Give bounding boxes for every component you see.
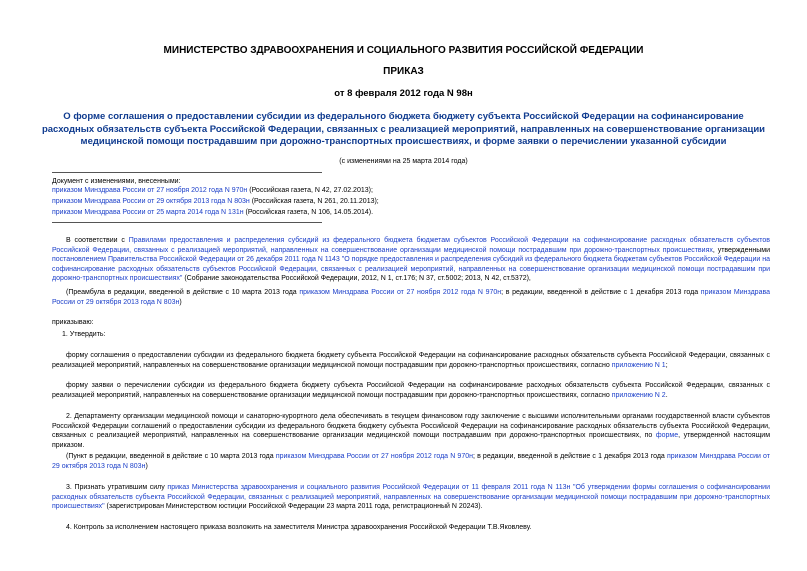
repealed-order-link[interactable]: приказ Министерства здравоохранения и социального развития Российской Федерации от 11 февраля 2011 года N 113н "Об утверждении формы соглашения о софинансировании расходных обязательств субъекта Российской Федерации, связанных с реализацией мероприятий, направленных на совершенствование организации медицинской помощи пострадавшим при дорожно-транспортных происшествиях" bbox=[52, 484, 770, 511]
document-title: О форме соглашения о предоставлении субсидии из федерального бюджета бюджету субъекта Российской Федерации на софинансирование расходных обязательств субъекта Российской Федерации, связанных с реализацией мероприятий, направленных на совершенствование организации медицинской помощи пострадавшим при дорожно-транспортных происшествиях, и форме заявки о перечислении указанной субсидии bbox=[41, 111, 766, 147]
order-970n-link[interactable]: приказом Минздрава России от 27 ноября 2012 года N 970н bbox=[299, 289, 502, 296]
change-item bbox=[52, 186, 373, 196]
preamble-edit-note bbox=[52, 288, 770, 307]
item-text: (зарегистрирован Министерством юстиции Российской Федерации 23 марта 2011 года, регистрационный N 20243). bbox=[104, 503, 483, 511]
rules-link[interactable]: Правилами предоставления и распределения субсидий из федерального бюджета бюджетам субъектов Российской Федерации на софинансирование расходных обязательств субъектов Российской Федерации, связанных с реализацией мероприятий, направленных на совершенствование организации медицинской помощи пострадавшим при дорожно-транспортных происшествиях bbox=[52, 237, 771, 254]
order-803n-link[interactable]: приказом Минздрава России от 29 октября 2013 года N 803н bbox=[52, 289, 770, 306]
note-text: ) bbox=[179, 298, 182, 306]
form-text: форму заявки о перечислении субсидии из федерального бюджета бюджету субъекта Российской Федерации на софинансирование расходных обязательств субъекта Российской Федерации, связанных с реализацией мероприятий, направленных на совершенствование организации медицинской помощи пострадавшим при дорожно-транспортных происшествиях, согласно bbox=[52, 382, 770, 399]
change-link-803n[interactable]: приказом Минздрава России от 29 октября 2013 года N 803н bbox=[52, 198, 250, 205]
preamble-text: В соответствии с bbox=[66, 237, 129, 244]
form-text: . bbox=[665, 391, 668, 399]
item-2-paragraph bbox=[52, 412, 770, 450]
note-text: ) bbox=[145, 462, 148, 470]
changes-intro: Документ с изменениями, внесенными: bbox=[52, 178, 181, 185]
order-verb: приказываю: bbox=[52, 319, 94, 326]
item-4-paragraph: 4. Контроль за исполнением настоящего приказа возложить на заместителя Министра здравоохранения Российской Федерации Т.В.Яковлеву. bbox=[66, 524, 532, 531]
amendments-note: (с изменениями на 25 марта 2014 года) bbox=[339, 158, 468, 165]
change-item bbox=[52, 197, 379, 207]
divider-top bbox=[52, 172, 322, 173]
item-text: 2. Департаменту организации медицинской помощи и санаторно-курортного дела обеспечивать в текущем финансовом году заключение с высшими исполнительными органами государственной власти субъектов Российской Федерации соглашений о предоставлении субсидии из федерального бюджета бюджету субъекта Российской Федерации на софинансирование расходных обязательств субъекта Российской Федерации, связанных с реализацией мероприятий, направленных на совершенствование организации медицинской помощи пострадавшим при дорожно-транспортных происшествиях, по bbox=[52, 413, 770, 440]
change-source: (Российская газета, N 261, 20.11.2013); bbox=[249, 198, 379, 205]
note-text: (Пункт в редакции, введенной в действие с 10 марта 2013 года bbox=[66, 453, 276, 460]
change-link-970n[interactable]: приказом Минздрава России от 27 ноября 2012 года N 970н bbox=[52, 187, 248, 194]
government-resolution-link[interactable]: постановлением Правительства Российской Федерации от 26 декабря 2011 года N 1143 "О порядке предоставления и распределения субсидий из федерального бюджета бюджетам субъектов Российской Федерации на софинансирование расходных обязательств субъектов Российской Федерации, связанных с реализацией мероприятий, направленных на совершенствование организации медицинской помощи пострадавшим при дорожно-транспортных происшествиях" bbox=[52, 256, 770, 283]
change-source: (Российская газета, N 42, 27.02.2013); bbox=[247, 187, 373, 194]
item-1: 1. Утвердить: bbox=[62, 331, 106, 338]
ministry-heading: МИНИСТЕРСТВО ЗДРАВООХРАНЕНИЯ И СОЦИАЛЬНОГО РАЗВИТИЯ РОССИЙСКОЙ ФЕДЕРАЦИИ bbox=[163, 45, 644, 56]
note-text: ; в редакции, введенной в действие с 1 декабря 2013 года bbox=[501, 289, 701, 296]
preamble-text: , утвержденными bbox=[712, 246, 770, 254]
doc-date-number: от 8 февраля 2012 года N 98н bbox=[334, 88, 473, 99]
item-text: 3. Признать утратившим силу bbox=[66, 484, 168, 491]
preamble-text: (Собрание законодательства Российской Федерации, 2012, N 1, ст.176; N 37, ст.5002; 2013, N 42, ст.5372), bbox=[182, 275, 531, 283]
appendix-2-link[interactable]: приложению N 2 bbox=[611, 391, 666, 399]
item-2-edit-note bbox=[52, 452, 770, 471]
doc-type-heading: ПРИКАЗ bbox=[383, 66, 424, 77]
form-text: ; bbox=[665, 361, 668, 369]
change-source: (Российская газета, N 106, 14.05.2014). bbox=[243, 209, 374, 216]
form-2-paragraph bbox=[52, 381, 770, 400]
note-text: ; в редакции, введенной в действие с 1 декабря 2013 года bbox=[472, 453, 667, 460]
preamble-paragraph bbox=[52, 236, 770, 284]
note-text: (Преамбула в редакции, введенной в действие с 10 марта 2013 года bbox=[66, 289, 300, 296]
order-970n-link[interactable]: приказом Минздрава России от 27 ноября 2012 года N 970н bbox=[275, 453, 473, 460]
appendix-1-link[interactable]: приложению N 1 bbox=[611, 361, 666, 369]
form-text: форму соглашения о предоставлении субсидии из федерального бюджета бюджету субъекта Российской Федерации на софинансирование расходных обязательств субъекта Российской Федерации, связанных с реализацией мероприятий, направленных на совершенствование организации медицинской помощи пострадавшим при дорожно-транспортных происшествиях, согласно bbox=[52, 352, 770, 369]
order-803n-link[interactable]: приказом Минздрава России от 29 октября 2013 года N 803н bbox=[52, 453, 770, 470]
item-text: , утвержденной настоящим приказом. bbox=[52, 432, 771, 449]
form-1-paragraph bbox=[52, 351, 770, 370]
change-link-131n[interactable]: приказом Минздрава России от 25 марта 2014 года N 131н bbox=[52, 209, 244, 216]
divider-bottom bbox=[52, 222, 322, 223]
form-link[interactable]: форме bbox=[655, 432, 679, 440]
change-item bbox=[52, 208, 373, 218]
item-3-paragraph bbox=[52, 483, 770, 512]
